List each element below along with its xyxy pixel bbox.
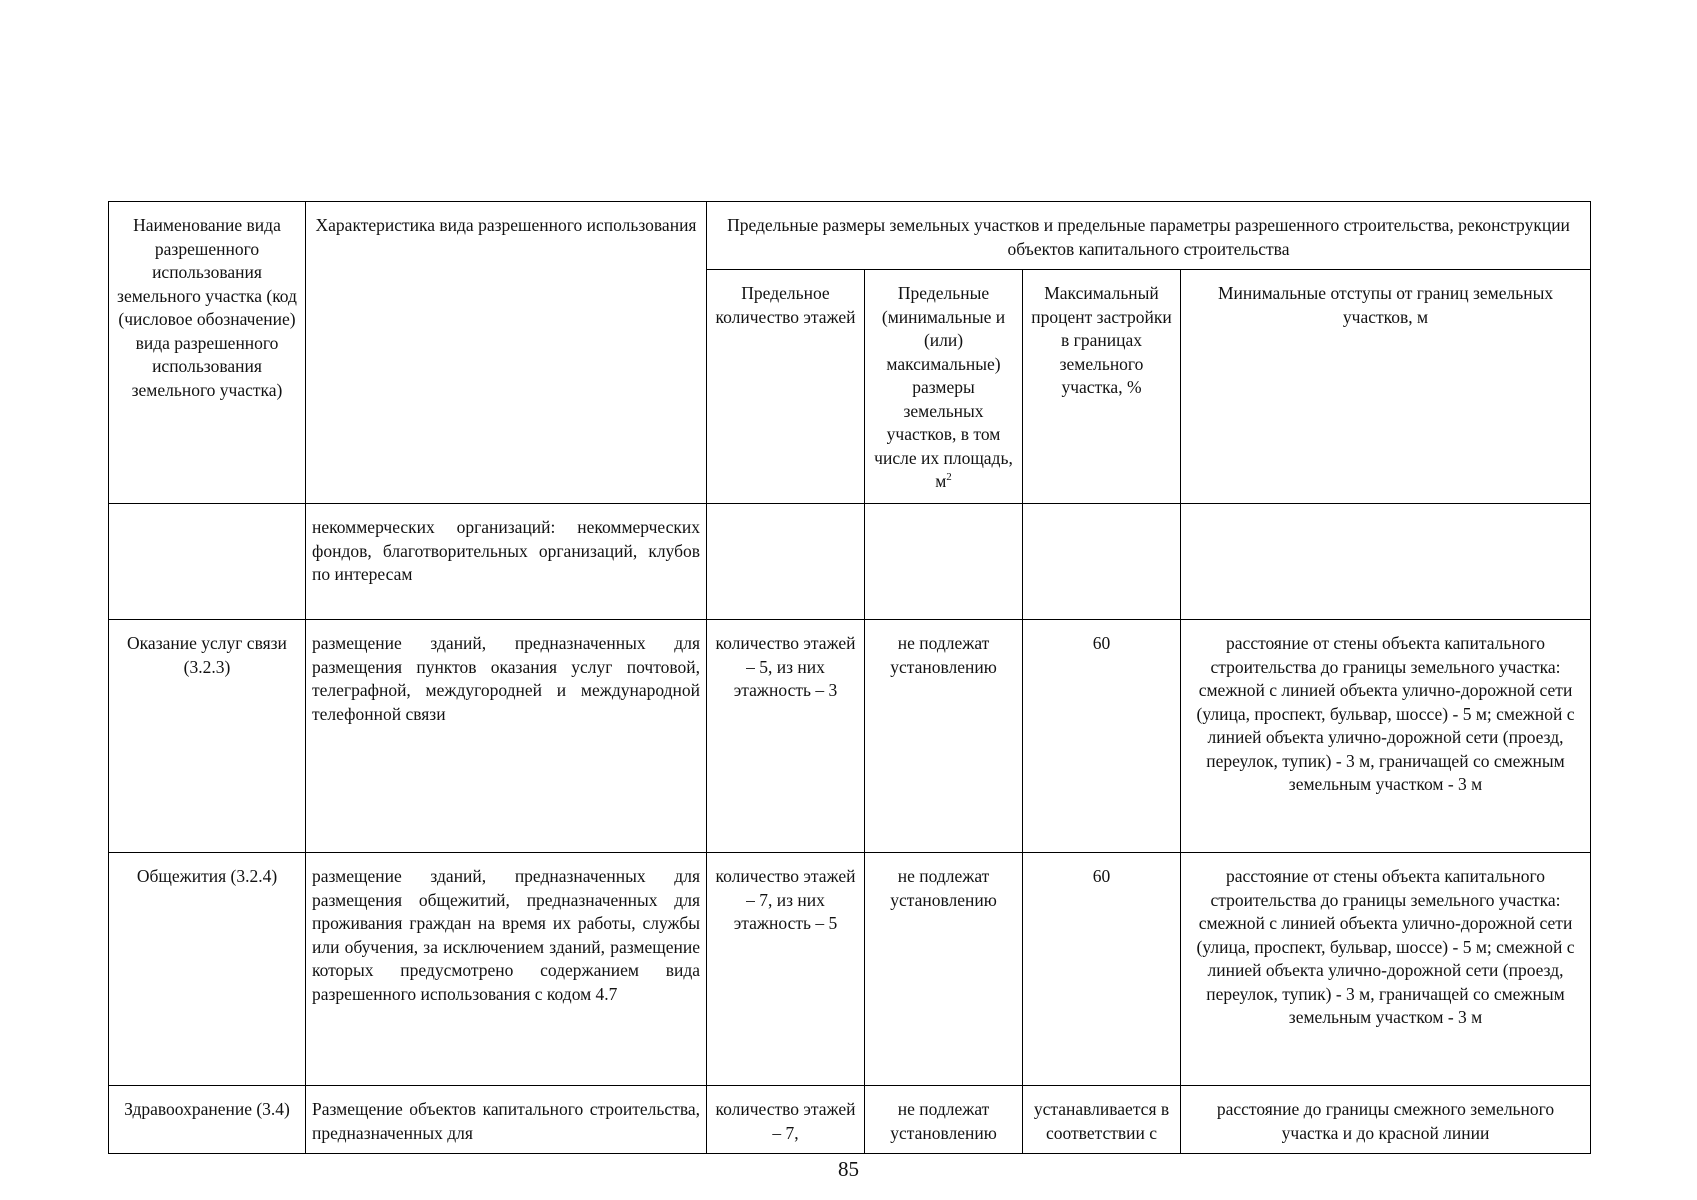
table-row [109,504,1591,620]
row-use-description: некоммерческих организаций: некоммерческих фондов, благотворительных организаций, клубов по интересам [306,504,707,620]
row-use-name [109,504,306,620]
table-row [109,1086,1591,1154]
row-plot-sizes: не подлежат установлению [865,1086,1023,1154]
row-use-name: Общежития (3.2.4) [109,853,306,1086]
row-max-coverage: 60 [1023,620,1181,853]
row-use-description: размещение зданий, предназначенных для размещения общежитий, предназначенных для проживания граждан на время их работы, службы или обучения, за исключением зданий, размещение которых предусмотрено содержанием вида разрешенного использования с кодом 4.7 [306,853,707,1086]
row-min-setbacks [1181,504,1591,620]
header-row-1 [109,202,1591,270]
row-max-floors: количество этажей – 7, [707,1086,865,1154]
row-use-name: Здравоохранение (3.4) [109,1086,306,1154]
row-use-description: Размещение объектов капитального строительства, предназначенных для [306,1086,707,1154]
row-max-coverage: устанавливается в соответствии с [1023,1086,1181,1154]
row-plot-sizes [865,504,1023,620]
header-limits-group: Предельные размеры земельных участков и предельные параметры разрешенного строительства, реконструкции объектов капитального строительства [707,202,1591,270]
row-min-setbacks: расстояние от стены объекта капитального строительства до границы земельного участка: смежной с линией объекта улично-дорожной сети (улица, проспект, бульвар, шоссе) - 5 м; смежной с линией объекта улично-дорожной сети (проезд, переулок, тупик) - 3 м, граничащей со смежным земельным участком - 3 м [1181,620,1591,853]
row-min-setbacks: расстояние от стены объекта капитального строительства до границы земельного участка: смежной с линией объекта улично-дорожной сети (улица, проспект, бульвар, шоссе) - 5 м; смежной с линией объекта улично-дорожной сети (проезд, переулок, тупик) - 3 м, граничащей со смежным земельным участком - 3 м [1181,853,1591,1086]
header-max-floors: Предельное количество этажей [707,270,865,504]
row-max-coverage: 60 [1023,853,1181,1086]
row-min-setbacks: расстояние до границы смежного земельного участка и до красной линии [1181,1086,1591,1154]
header-use-description: Характеристика вида разрешенного использования [306,202,707,504]
row-use-name: Оказание услуг связи (3.2.3) [109,620,306,853]
table-row [109,853,1591,1086]
header-plot-sizes [865,270,1023,504]
row-max-floors [707,504,865,620]
header-plot-sizes-unit-sup: 2 [946,471,952,484]
row-max-coverage [1023,504,1181,620]
row-max-floors: количество этажей – 5, из них этажность – 3 [707,620,865,853]
table-row [109,620,1591,853]
row-max-floors: количество этажей – 7, из них этажность – 5 [707,853,865,1086]
header-max-coverage: Максимальный процент застройки в границах земельного участка, % [1023,270,1181,504]
row-plot-sizes: не подлежат установлению [865,620,1023,853]
header-plot-sizes-text: Предельные (минимальные и (или) максимальные) размеры земельных участков, в том числе их площадь, м [874,283,1013,491]
page-number: 85 [838,1157,859,1181]
row-use-description: размещение зданий, предназначенных для размещения пунктов оказания услуг почтовой, телеграфной, междугородней и международной телефонной связи [306,620,707,853]
header-min-setbacks: Минимальные отступы от границ земельных участков, м [1181,270,1591,504]
header-use-name: Наименование вида разрешенного использования земельного участка (код (числовое обозначение) вида разрешенного использования земельного участка) [109,202,306,504]
land-use-regulations-table [108,201,1591,1154]
row-plot-sizes: не подлежат установлению [865,853,1023,1086]
